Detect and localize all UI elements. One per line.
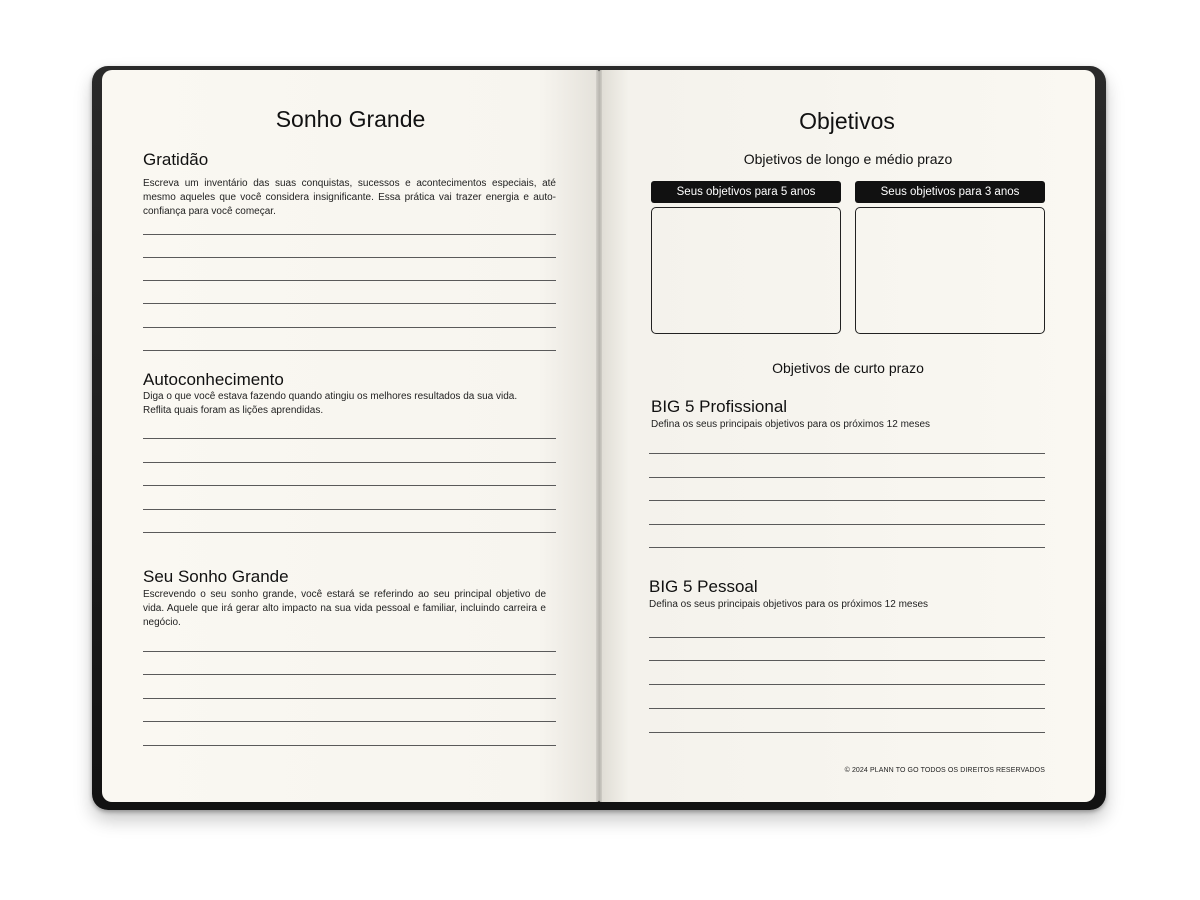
section-heading-big5-pessoal: BIG 5 Pessoal (649, 577, 758, 596)
section-description-seu-sonho-grande: Escrevendo o seu sonho grande, você estará se referindo ao seu principal objetivo de vida. Aquele que irá gerar alto impacto na sua vida pessoal e familiar, incluindo carreira e negócio. (143, 589, 546, 628)
writing-line[interactable] (143, 327, 556, 328)
writing-line[interactable] (649, 477, 1045, 478)
five-year-label: Seus objetivos para 5 anos (651, 181, 841, 203)
section-heading-autoconhecimento: Autoconhecimento (143, 370, 284, 389)
writing-line[interactable] (143, 532, 556, 533)
short-term-heading: Objetivos de curto prazo (772, 360, 924, 376)
writing-line[interactable] (649, 453, 1045, 454)
section-description-gratidao: Escreva um inventário das suas conquistas, sucessos e acontecimentos especiais, até mesmo aqueles que você considera insignificante. Essa prática vai trazer energia e auto-confiança para você começar. (143, 178, 556, 217)
book-gutter (596, 70, 602, 802)
writing-line[interactable] (649, 637, 1045, 638)
long-term-heading: Objetivos de longo e médio prazo (743, 151, 953, 167)
writing-line[interactable] (143, 651, 556, 652)
writing-line[interactable] (143, 674, 556, 675)
writing-line[interactable] (649, 547, 1045, 548)
section-description-autoconhecimento: Diga o que você estava fazendo quando atingiu os melhores resultados da sua vida. Reflita quais foram as lições aprendidas. (143, 391, 518, 416)
writing-line[interactable] (649, 684, 1045, 685)
writing-line[interactable] (143, 234, 556, 235)
right-page (599, 70, 1095, 802)
writing-line[interactable] (143, 462, 556, 463)
writing-line[interactable] (143, 509, 556, 510)
section-heading-big5-profissional: BIG 5 Profissional (651, 397, 788, 416)
writing-line[interactable] (143, 698, 556, 699)
writing-line[interactable] (143, 438, 556, 439)
writing-line[interactable] (143, 257, 556, 258)
left-page-title: Sonho Grande (275, 106, 426, 132)
three-year-goals-box[interactable] (855, 207, 1045, 334)
five-year-goals-box[interactable] (651, 207, 841, 334)
writing-line[interactable] (143, 280, 556, 281)
section-description-big5-profissional: Defina os seus principais objetivos para os próximos 12 meses (651, 419, 931, 430)
writing-line[interactable] (143, 350, 556, 351)
copyright-footer: © 2024 PLANN TO GO TODOS OS DIREITOS RESERVADOS (844, 767, 1045, 774)
writing-line[interactable] (143, 721, 556, 722)
writing-line[interactable] (143, 303, 556, 304)
right-page-title: Objetivos (799, 108, 895, 134)
section-heading-seu-sonho-grande: Seu Sonho Grande (143, 567, 289, 586)
writing-line[interactable] (649, 524, 1045, 525)
writing-line[interactable] (649, 708, 1045, 709)
section-description-big5-pessoal: Defina os seus principais objetivos para os próximos 12 meses (649, 599, 929, 610)
three-year-label: Seus objetivos para 3 anos (855, 181, 1045, 203)
writing-line[interactable] (649, 732, 1045, 733)
writing-line[interactable] (649, 500, 1045, 501)
writing-line[interactable] (143, 485, 556, 486)
writing-line[interactable] (143, 745, 556, 746)
section-heading-gratidao: Gratidão (143, 150, 209, 169)
writing-line[interactable] (649, 660, 1045, 661)
